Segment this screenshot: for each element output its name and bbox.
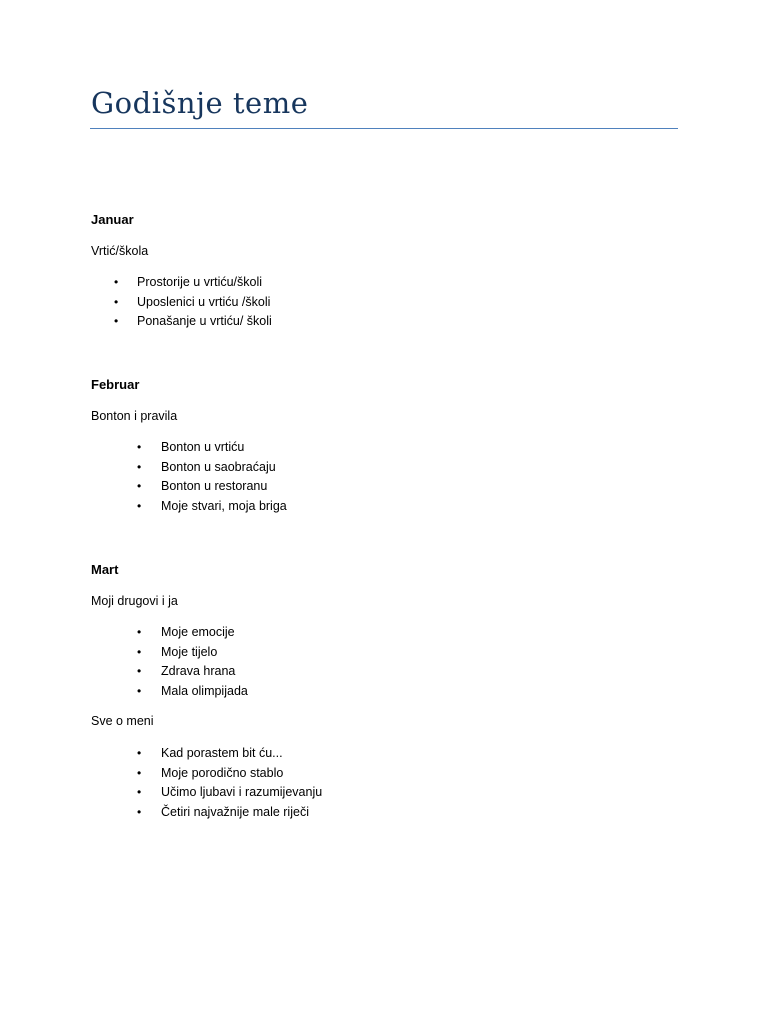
list-item-label: Uposlenici u vrtiću /školi <box>137 294 271 309</box>
list-item-label: Mala olimpijada <box>161 683 248 698</box>
bullet-icon: • <box>114 275 119 289</box>
bullet-icon: • <box>137 804 142 819</box>
subtopic-heading: Sve o meni <box>91 714 154 728</box>
bullet-icon: • <box>137 765 142 780</box>
bullet-icon: • <box>137 625 142 639</box>
subtopic-heading: Bonton i pravila <box>91 409 178 423</box>
bullet-icon: • <box>137 683 142 698</box>
list-item-label: Učimo ljubavi i razumijevanju <box>161 785 323 799</box>
bullet-icon: • <box>137 746 142 760</box>
list-item-label: Četiri najvažnije male riječi <box>161 804 309 819</box>
list-item-label: Bonton u vrtiću <box>161 440 245 454</box>
bullet-icon: • <box>137 785 142 799</box>
title-underline <box>90 128 678 129</box>
list-item-label: Moje porodično stablo <box>161 765 284 780</box>
list-item-label: Zdrava hrana <box>161 664 236 678</box>
list-item-label: Moje tijelo <box>161 644 218 659</box>
bullet-icon: • <box>137 498 142 513</box>
list-item-label: Prostorije u vrtiću/školi <box>137 275 263 289</box>
list-item-label: Ponašanje u vrtiću/ školi <box>137 314 272 328</box>
list-item-label: Moje emocije <box>161 625 235 639</box>
bullet-icon: • <box>114 294 119 309</box>
bullet-icon: • <box>137 664 142 678</box>
subtopic-heading: Vrtić/škola <box>91 244 149 258</box>
bullet-icon: • <box>114 314 119 328</box>
list-item-label: Bonton u saobraćaju <box>161 459 276 474</box>
month-heading-januar: Januar <box>91 212 134 227</box>
bullet-icon: • <box>137 644 142 659</box>
list-item-label: Moje stvari, moja briga <box>161 498 287 513</box>
subtopic-heading: Moji drugovi i ja <box>91 594 178 608</box>
list-item-label: Bonton u restoranu <box>161 479 268 493</box>
bullet-icon: • <box>137 479 142 493</box>
bullet-icon: • <box>137 440 142 454</box>
list-item-label: Kad porastem bit ću... <box>161 746 283 760</box>
month-heading-mart: Mart <box>91 562 119 577</box>
month-heading-februar: Februar <box>91 377 140 392</box>
bullet-icon: • <box>137 459 142 474</box>
document-title: Godišnje teme <box>91 86 309 120</box>
